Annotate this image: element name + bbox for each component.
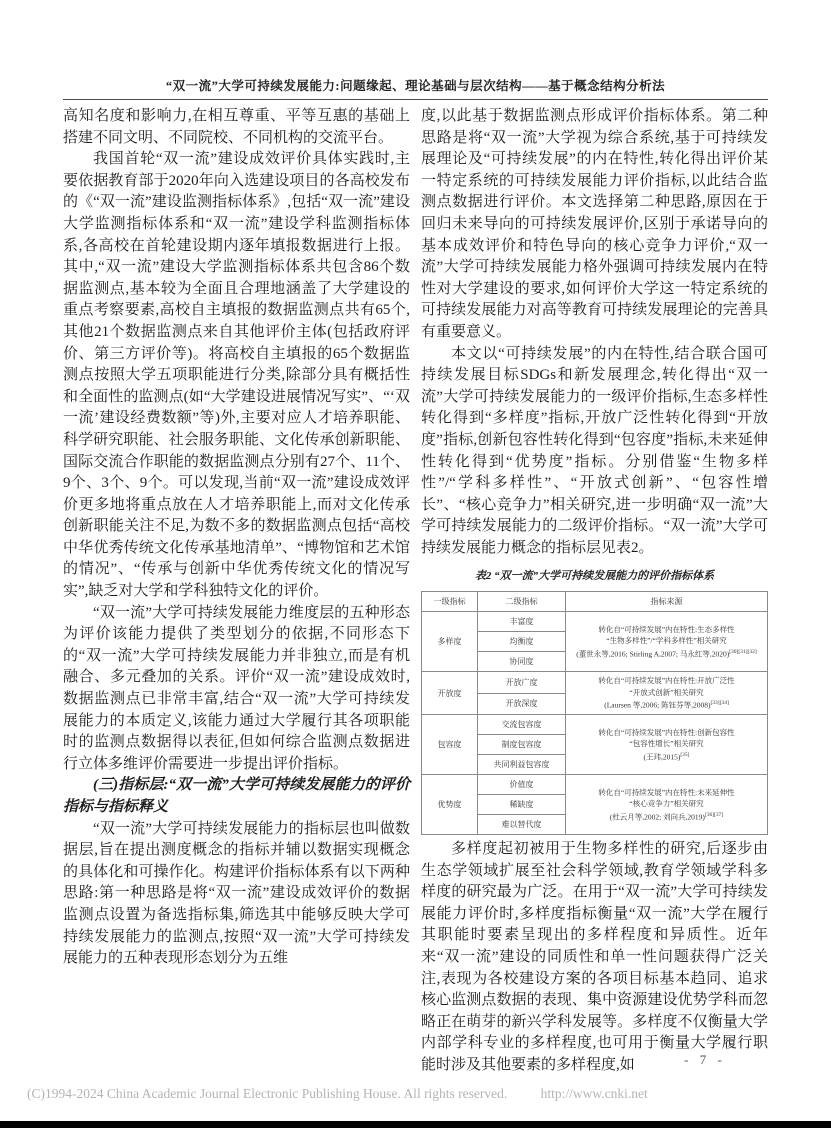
primary-indicator-cell: 多样度 xyxy=(422,612,478,672)
table-row xyxy=(422,775,768,795)
secondary-indicator-cell: 交流包容度 xyxy=(478,715,566,735)
section-heading: (三)指标层:“双一流”大学可持续发展能力的评价指标与指标释义 xyxy=(63,777,410,815)
body-paragraph: 我国首轮“双一流”建设成效评价具体实践时,主要依据教育部于2020年向入选建设项目的各高校发布的《“双一流”建设监测指标体系》,包括“双一流”建设大学监测指标体系和“双一流”建设学科监测指标体系,各高校在首轮建设期内逐年填报数据进行上报。其中,“双一流”建设大学监测指标体系共包含86个数据监测点,基本较为全面且合理地涵盖了大学建设的重点考察要素,高校自主填报的数据监测点共有65个,其他21个数据监测点来自其他评价主体(包括政府评价、第三方评价等)。将高校自主填报的65个数据监测点按照大学五项职能进行分类,除部分具有概括性和全面性的监测点(如“大学建设进展情况写实”、“‘双一流’建设经费数额”等)外,主要对应人才培养职能、科学研究职能、社会服务职能、文化传承创新职能、国际交流合作职能的数据监测点分别有27个、11个、9个、3个、9个。可以发现,当前“双一流”建设成效评价更多地将重点放在人才培养职能上,而对文化传承创新职能关注不足,为数不多的数据监测点包括“高校中华优秀传统文化传承基地清单”、“博物馆和艺术馆的情况”、“传承与创新中华优秀传统文化的情况写实”,缺乏对大学和学科独特文化的评价。 xyxy=(63,151,410,600)
indicator-table-body xyxy=(422,612,768,835)
citation-superscript: [30][31][32] xyxy=(729,648,757,655)
secondary-indicator-cell: 协同度 xyxy=(478,652,566,672)
body-paragraph: 高知名度和影响力,在相互尊重、平等互惠的基础上搭建不同文明、不同院校、不同机构的交流平台。 xyxy=(63,108,410,146)
footer xyxy=(27,1086,807,1102)
primary-indicator-cell: 包容度 xyxy=(422,715,478,775)
body-paragraph: 多样度起初被用于生物多样性的研究,后逐步由生态学领域扩展至社会科学领域,教育学领域学科多样度的研究最为广泛。在用于“双一流”大学可持续发展能力评价时,多样度指标衡量“双一流”大学在履行其职能时要素呈现出的多样程度和异质性。近年来“双一流”建设的同质性和单一性问题获得广泛关注,表现为各校建设方案的各项目标基本趋同、追求核心监测点数据的表现、集中资源建设优势学科而忽略正在萌芽的新兴学科发展等。多样度不仅衡量大学内部学科专业的多样程度,也可用于衡量大学履行职能时涉及其他要素的多样程度,如 xyxy=(421,841,768,1073)
bottom-black-bar xyxy=(0,1121,831,1128)
body-paragraph: “双一流”大学可持续发展能力维度层的五种形态为评价该能力提供了类型划分的依据,不同形态下的“双一流”大学可持续发展能力并非独立,而是有机融合、多元叠加的关系。评价“双一流”建设成效时,数据监测点已非常丰富,结合“双一流”大学可持续发展能力的本质定义,该能力通过大学履行其各项职能时的监测点数据得以表征,但如何综合监测点数据进行立体多维评价需要进一步提出评价指标。 xyxy=(63,604,410,772)
secondary-indicator-cell: 制度包容度 xyxy=(478,735,566,755)
body-paragraph: “双一流”大学可持续发展能力的指标层也叫做数据层,旨在提出测度概念的指标并辅以数据实现概念的具体化和可操作化。构建评价指标体系有以下两种思路:第一种思路是将“双一流”建设成效评价的数据监测点设置为备选指标集,筛选其中能够反映大学可持续发展能力的监测点,按照“双一流”大学可持续发展能力的五种表现形态划分为五维 xyxy=(63,820,410,967)
table-column-header: 二级指标 xyxy=(478,592,566,612)
running-title: “双一流”大学可持续发展能力:问题缘起、理论基础与层次结构——基于概念结构分析法 xyxy=(165,79,666,93)
two-column-body xyxy=(63,106,768,1077)
indicator-source-cell: 转化自“可持续发展”内在特性:未来延伸性 “核心竞争力”相关研究 (杜云月等,2002; 刘向兵,2019)[36][37] xyxy=(566,775,768,835)
primary-indicator-cell: 优势度 xyxy=(422,775,478,835)
secondary-indicator-cell: 均衡度 xyxy=(478,632,566,652)
secondary-indicator-cell: 难以替代度 xyxy=(478,815,566,835)
table-row xyxy=(422,672,768,694)
right-column-bottom xyxy=(421,839,768,1077)
cnki-url[interactable]: http://www.cnki.net xyxy=(540,1086,648,1101)
indicator-source-cell: 转化自“可持续发展”内在特性:开放广泛性 “开放式创新”相关研究 (Laursen 等,2006; 陈钰芬等,2008)[33][34] xyxy=(566,672,768,715)
secondary-indicator-cell: 丰富度 xyxy=(478,612,566,632)
citation-superscript: [33][34] xyxy=(710,700,729,707)
table-column-header: 一级指标 xyxy=(422,592,478,612)
table-column-header: 指标来源 xyxy=(566,592,768,612)
table-caption: 表2 “双一流”大学可持续发展能力的评价指标体系 xyxy=(474,570,715,583)
body-paragraph: 本文以“可持续发展”的内在特性,结合联合国可持续发展目标SDGs和新发展理念,转化得出“双一流”大学可持续发展能力的一级评价指标,生态多样性转化得到“多样度”指标,开放广泛性转化得到“开放度”指标,创新包容性转化得到“包容度”指标,未来延伸性转化得到“优势度”指标。分别借鉴“生物多样性”/“学科多样性”、“开放式创新”、“包容性增长”、“核心竞争力”相关研究,进一步明确“双一流”大学可持续发展能力的二级评价指标。“双一流”大学可持续发展能力概念的指标层见表2。 xyxy=(421,345,768,556)
table-row xyxy=(422,715,768,735)
page-number: - 7 - xyxy=(684,1052,726,1067)
secondary-indicator-cell: 稀缺度 xyxy=(478,795,566,815)
indicator-source-cell: 转化自“可持续发展”内在特性:创新包容性 “包容性增长”相关研究 (王玮,2015)[35] xyxy=(566,715,768,775)
indicator-source-cell: 转化自“可持续发展”内在特性:生态多样性 “生物多样性”/“学科多样性”相关研究 (董世永等,2016; Stirling A,2007; 马永红等,2020)[30][31][32] xyxy=(566,612,768,672)
body-paragraph: 度,以此基于数据监测点形成评价指标体系。第二种思路是将“双一流”大学视为综合系统,基于可持续发展理论及“可持续发展”的内在特性,转化得出评价某一特定系统的可持续发展能力评价指标,以此结合监测点数据进行评价。本文选择第二种思路,原因在于回归未来导向的可持续发展评价,区别于承诺导向的基本成效评价和特色导向的核心竞争力评价,“双一流”大学可持续发展能力格外强调可持续发展内在特性对大学建设的要求,如何评价大学这一特定系统的可持续发展能力对高等教育可持续发展理论的完善具有重要意义。 xyxy=(421,108,768,340)
right-column xyxy=(421,106,768,1077)
secondary-indicator-cell: 开放深度 xyxy=(478,693,566,715)
indicator-table xyxy=(421,591,768,835)
header-rule xyxy=(63,99,768,100)
secondary-indicator-cell: 开放广度 xyxy=(478,672,566,694)
left-column xyxy=(63,106,410,1077)
right-column-top xyxy=(421,106,768,559)
citation-superscript: [36][37] xyxy=(704,811,724,818)
primary-indicator-cell: 开放度 xyxy=(422,672,478,715)
indicator-table-header xyxy=(422,592,768,612)
secondary-indicator-cell: 价值度 xyxy=(478,775,566,795)
table-row xyxy=(422,612,768,632)
citation-superscript: [35] xyxy=(680,751,690,758)
secondary-indicator-cell: 共同利益包容度 xyxy=(478,755,566,775)
copyright-text: (C)1994-2024 China Academic Journal Electronic Publishing House. All rights reserved. xyxy=(27,1086,508,1101)
